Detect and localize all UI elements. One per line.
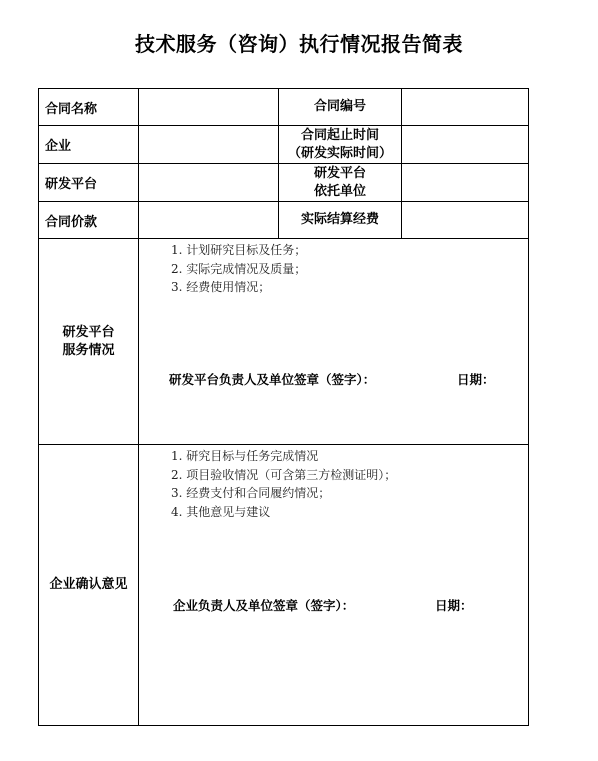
report-form-table	[38, 88, 529, 726]
platform-unit-label	[279, 164, 402, 202]
contract-period-label-line2: （研发实际时间）	[287, 145, 392, 161]
enterprise-opinion-item: 4. 其他意见与建议	[171, 504, 271, 519]
contract-name-field[interactable]	[139, 89, 279, 126]
contract-price-label: 合同价款	[39, 202, 139, 239]
platform-service-item: 2. 实际完成情况及质量；	[171, 261, 307, 276]
enterprise-opinion-item: 1. 研究目标与任务完成情况	[171, 449, 319, 463]
platform-signature-label: 研发平台负责人及单位签章（签字）：	[169, 372, 376, 387]
enterprise-label: 企业	[39, 126, 139, 164]
row-enterprise-opinion	[39, 445, 529, 726]
enterprise-opinion-label: 企业确认意见	[39, 445, 139, 726]
platform-date-label: 日期：	[457, 372, 495, 387]
platform-service-label	[39, 239, 139, 445]
platform-service-label-line1: 研发平台	[62, 324, 115, 340]
enterprise-opinion-field[interactable]	[139, 445, 529, 726]
platform-unit-label-line1: 研发平台	[313, 165, 366, 181]
actual-cost-label: 实际结算经费	[279, 202, 402, 239]
enterprise-field[interactable]	[139, 126, 279, 164]
platform-field[interactable]	[139, 164, 279, 202]
row-platform	[39, 164, 529, 202]
form-title: 技术服务（咨询）执行情况报告简表	[135, 32, 463, 56]
contract-period-field[interactable]	[402, 126, 529, 164]
row-platform-service	[39, 239, 529, 445]
platform-service-field[interactable]	[139, 239, 529, 445]
platform-unit-field[interactable]	[402, 164, 529, 202]
platform-service-items	[171, 241, 306, 297]
platform-service-label-line2: 服务情况	[62, 342, 115, 358]
contract-name-label: 合同名称	[39, 89, 139, 126]
platform-unit-label-line2: 依托单位	[313, 183, 366, 199]
platform-label: 研发平台	[39, 164, 139, 202]
row-enterprise	[39, 126, 529, 164]
contract-period-label	[279, 126, 402, 164]
contract-no-label: 合同编号	[279, 89, 402, 126]
enterprise-date-label: 日期：	[435, 598, 473, 613]
contract-no-field[interactable]	[402, 89, 529, 126]
enterprise-signature-label: 企业负责人及单位签章（签字）：	[173, 598, 355, 613]
row-contract-price	[39, 202, 529, 239]
contract-period-label-line1: 合同起止时间	[300, 127, 379, 143]
platform-service-item: 1. 计划研究目标及任务；	[171, 243, 307, 257]
actual-cost-field[interactable]	[402, 202, 529, 239]
contract-price-field[interactable]	[139, 202, 279, 239]
enterprise-opinion-item: 2. 项目验收情况（可含第三方检测证明）；	[171, 467, 397, 482]
enterprise-opinion-items	[171, 447, 396, 521]
enterprise-opinion-item: 3. 经费支付和合同履约情况；	[171, 486, 331, 500]
row-contract-name	[39, 89, 529, 126]
platform-service-item: 3. 经费使用情况；	[171, 280, 271, 294]
